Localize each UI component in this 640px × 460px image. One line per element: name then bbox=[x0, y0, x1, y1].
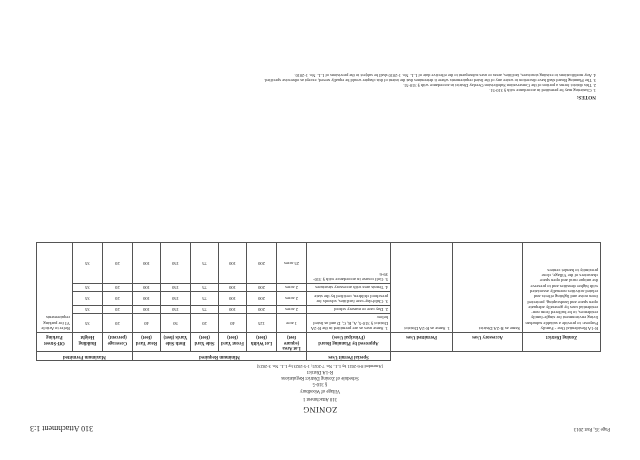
lot-area-cell: 2 acres bbox=[277, 283, 307, 291]
side-yard-cell: 75 bbox=[191, 242, 219, 283]
height-cell: 35 bbox=[72, 305, 102, 313]
special-use-cell: 4. Tennis area with accessory structures bbox=[307, 283, 391, 291]
page-header-left: Page 35, Part 2013 bbox=[573, 426, 610, 431]
height-cell: 35 bbox=[72, 242, 102, 283]
table-header-row bbox=[36, 332, 600, 352]
lot-area-cell: 1 acre bbox=[277, 314, 307, 333]
front-yard-cell: 100 bbox=[219, 283, 247, 291]
column-header: Both Side Yards (feet) bbox=[161, 332, 191, 352]
special-use-cell: 3. Child-day-care facilities, schools for preschool children, certified by the state bbox=[307, 292, 391, 306]
both-side-yards-cell: 150 bbox=[161, 242, 191, 283]
notes-section bbox=[36, 73, 596, 100]
permitted-uses-cell: 1. Same as R-2A District bbox=[391, 242, 453, 332]
side-yard-cell: 75 bbox=[191, 305, 219, 313]
note-item: 4. Any modifications to existing structures, facilities, areas or uses subsequent to the effective date of L.L. No. 1-2010 shall be subject to the provisions of L.L. No. 1-2010. bbox=[294, 73, 596, 79]
note-item: 1. Clustering may be permitted in accordance with § 310-51. bbox=[489, 88, 596, 93]
both-side-yards-cell: 150 bbox=[161, 283, 191, 291]
section-ref: § 310-5 bbox=[312, 381, 328, 386]
parking-cell: Refer to Article VI for parking requirements bbox=[36, 242, 72, 332]
column-header: Permitted Uses bbox=[391, 332, 453, 352]
rear-yard-cell: 100 bbox=[132, 292, 160, 306]
accessory-uses-cell: Same as R-2A District bbox=[453, 242, 523, 332]
group-header-maximum-permitted: Maximum Permitted bbox=[36, 352, 132, 361]
note-item: 3. The Planning Board shall have discretion to waive any of the listed requirements where it determines that the intent of this chapter would be equally served, except as otherwise specified. bbox=[264, 78, 596, 84]
rear-yard-cell: 100 bbox=[132, 242, 160, 283]
coverage-cell: 20 bbox=[102, 314, 132, 333]
column-header: Building Height bbox=[72, 332, 102, 352]
coverage-cell: 20 bbox=[102, 292, 132, 306]
column-header: Front Yard (feet) bbox=[219, 332, 247, 352]
column-header: Rear Yard (feet) bbox=[132, 332, 160, 352]
column-header: Off-Street Parking bbox=[36, 332, 72, 352]
side-yard-cell: 75 bbox=[191, 283, 219, 291]
lot-width-cell: 200 bbox=[247, 242, 277, 283]
rear-yard-cell: 40 bbox=[132, 314, 160, 333]
note-item: 2. This district forms a portion of the Conservation Subdivision Overlay District in accordance with § 310-51. bbox=[402, 83, 596, 89]
lot-area-cell: 25 acres bbox=[277, 242, 307, 283]
notes-title: NOTES: bbox=[576, 94, 596, 100]
column-header: Side Yard (feet) bbox=[191, 332, 219, 352]
column-header: Zoning District bbox=[523, 332, 601, 352]
side-yard-cell: 75 bbox=[191, 292, 219, 306]
lot-area-cell: 2 acres bbox=[277, 292, 307, 306]
both-side-yards-cell: 150 bbox=[161, 292, 191, 306]
special-use-cell: 2. Day care or nursery school bbox=[307, 305, 391, 313]
both-side-yards-cell: 150 bbox=[161, 305, 191, 313]
zoning-heading: ZONING bbox=[302, 405, 338, 415]
village-name: Village of Woodbury bbox=[299, 388, 341, 393]
lot-width-cell: 200 bbox=[247, 283, 277, 291]
district-title: R-1A District bbox=[307, 369, 333, 374]
front-yard-cell: 40 bbox=[219, 314, 247, 333]
special-use-cell: 1. Same uses as are permitted in the R-2A District § 310-5, A, B, C, D and as listed below bbox=[307, 314, 391, 333]
page-header-right: 310 Attachment 1:3 bbox=[30, 424, 94, 433]
coverage-cell: 20 bbox=[102, 283, 132, 291]
column-header: Lot Area (square feet) bbox=[277, 332, 307, 352]
schedule-title: Schedule of Zoning District Regulations bbox=[281, 375, 359, 380]
group-header-special-permit: Special Permit Uses bbox=[307, 352, 391, 361]
column-header: Approved by Planning Board (Principal Uses) bbox=[307, 332, 391, 352]
group-header-minimum-required: Minimum Required bbox=[132, 352, 306, 361]
front-yard-cell: 100 bbox=[219, 242, 247, 283]
both-side-yards-cell: 50 bbox=[161, 314, 191, 333]
coverage-cell: 20 bbox=[102, 242, 132, 283]
column-header: Lot Width (feet) bbox=[247, 332, 277, 352]
special-use-cell: 5. Golf course in accordance with § 310-39-6 bbox=[307, 242, 391, 283]
rear-yard-cell: 100 bbox=[132, 283, 160, 291]
lot-width-cell: 125 bbox=[247, 314, 277, 333]
height-cell: 35 bbox=[72, 283, 102, 291]
coverage-cell: 20 bbox=[102, 305, 132, 313]
column-header: Coverage (percent) bbox=[102, 332, 132, 352]
regulations-table bbox=[36, 242, 601, 361]
rear-yard-cell: 100 bbox=[132, 305, 160, 313]
table-row bbox=[36, 314, 600, 333]
attachment-title: 310 Attachment 1 bbox=[302, 396, 338, 401]
column-header: Accessory Uses bbox=[453, 332, 523, 352]
amendment-note: [Amended 8-6-2021 by L.L. No. 7-2021; 1-5-2023 by L.L. No. 3-2023] bbox=[256, 364, 384, 369]
side-yard-cell: 20 bbox=[191, 314, 219, 333]
height-cell: 35 bbox=[72, 292, 102, 306]
lot-width-cell: 200 bbox=[247, 305, 277, 313]
height-cell: 35 bbox=[72, 314, 102, 333]
zone-description: R-1A Residential One - Family Purpose: to provide a suitable suburban living environment for single-family residences, to be buffered from non-residential uses by generally adequate open space and landscaping, protected from noise and lighting effects and related activities normally associated with higher densities and to preserve the unique rural and open space characters of the Village, close proximity to hamlet centers bbox=[523, 242, 601, 332]
lot-width-cell: 200 bbox=[247, 292, 277, 306]
front-yard-cell: 100 bbox=[219, 305, 247, 313]
lot-area-cell: 2 acres bbox=[277, 305, 307, 313]
front-yard-cell: 100 bbox=[219, 292, 247, 306]
